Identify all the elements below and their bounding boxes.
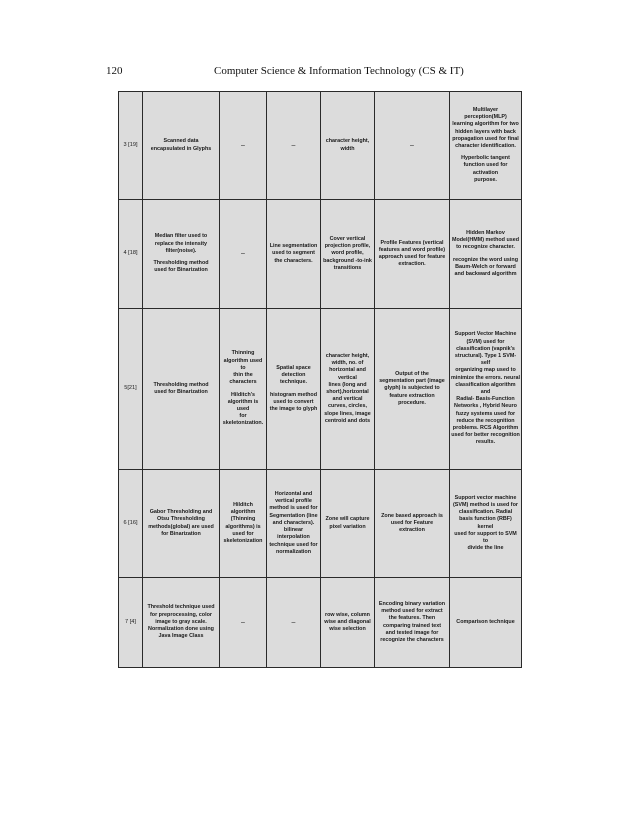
cell-text-line: extraction. (398, 261, 426, 268)
cell-text-line: Networks , Hybrid Neuro (454, 403, 517, 410)
cell-text-line: Cover vertical (329, 235, 366, 242)
cell-text-line: Comparison technique (456, 618, 515, 625)
cell-text-line: Segmentation (line (269, 512, 318, 519)
cell-text-line: normalization (275, 548, 312, 555)
cell-text-line: Radial- Basis-Function (456, 396, 515, 403)
cell-text-line: segmentation part (image (379, 378, 445, 385)
cell-text-line: vertical profile (275, 498, 312, 505)
cell-preprocessing (143, 200, 220, 309)
cell-text-line: wise selection (329, 626, 366, 633)
cell-text-line: for (239, 413, 247, 420)
cell-text-line: thin the (233, 372, 253, 379)
cell-text-line: learning algorithm for two (452, 121, 519, 128)
cell-text-line: Baum-Welch or forward (455, 263, 516, 270)
cell-text-line: comparing trained text (382, 622, 442, 629)
cell-features (321, 470, 375, 578)
cell-text-line: used for Binarization (154, 389, 208, 395)
cell-text-line: for preprocessing, color (149, 611, 212, 618)
cell-text-line: reduce the recognition (456, 417, 515, 424)
cell-text-line: problems. RCS Algorithm (452, 425, 519, 432)
cell-text-line: procedure. (398, 399, 426, 406)
cell-text-line: Hilditch algorithm (230, 501, 256, 516)
table-row (119, 470, 522, 578)
cell-text-line: method used for extract (381, 608, 443, 615)
cell-classification (450, 309, 522, 470)
cell-text-line: and vertical (332, 396, 363, 403)
cell-text-line: structural). Type 1 SVM- self (454, 352, 517, 367)
cell-thinning: – (220, 578, 267, 668)
cell-text-line: replace the intensity (154, 240, 208, 247)
cell-text-line: used for better recognition (451, 432, 520, 439)
cell-feature-approach (375, 309, 450, 470)
cell-text-line: algorithm used to (223, 357, 263, 371)
cell-text-line: (Thinning (230, 516, 256, 523)
cell-text-line: used for support to SVM to (454, 530, 517, 544)
cell-text-line: technique used for (269, 541, 318, 548)
cell-features (321, 309, 375, 470)
cell-text-line: Support vector machine (454, 494, 517, 501)
cell-text-line: Profile Features (vertical (380, 239, 444, 246)
cell-text-line: encapsulated in Glyphs (150, 145, 212, 152)
cell-text-line: character height, (325, 138, 370, 145)
cell-text-line: row wise, column (325, 611, 370, 618)
cell-text-line: methods(global) are used (148, 523, 214, 530)
cell-text-line: classification (vapnik's (456, 345, 515, 352)
cell-text-line: recognize the characters (380, 636, 444, 643)
cell-classification (450, 200, 522, 309)
cell-text-line: Java Image Class (158, 633, 204, 640)
cell-text-line: used for Binarization (154, 267, 208, 274)
cell-features (321, 578, 375, 668)
cell-text-line: Support Vector Machine (454, 331, 517, 338)
cell-text-line: (SVM) method is used for (453, 501, 518, 508)
cell-text-line: basis function (RBF) kernel (459, 516, 512, 530)
cell-feature-approach (375, 200, 450, 309)
cell-text-line: characters (229, 379, 257, 386)
cell-segmentation (267, 470, 321, 578)
cell-text-line: for Binarization (161, 530, 201, 537)
cell-text-line: width, no. of (331, 360, 364, 367)
cell-text-line: and backward algorithm (454, 270, 517, 277)
cell-text-line: hidden layers with back (455, 128, 516, 135)
cell-classification (450, 92, 522, 200)
cell-text-line: Scanned data (163, 138, 199, 145)
cell-text-line: algorithms) is (225, 523, 261, 530)
cell-text-line: lines (long and (328, 381, 367, 388)
cell-segmentation (267, 309, 321, 470)
cell-text-line: used to convert (273, 398, 314, 405)
cell-text-line: filter(noise). (165, 247, 197, 254)
cell-text-line: organizing map used to (455, 367, 516, 374)
cell-segmentation (267, 200, 321, 309)
cell-feature-approach: – (375, 92, 450, 200)
cell-text-line: vertical (338, 374, 357, 381)
cell-text-line: Otsu Thresholding (157, 516, 205, 523)
cell-text-line: the features. Then (388, 615, 436, 622)
cell-text-line: recognize the word using (453, 256, 518, 263)
cell-thinning: – (220, 200, 267, 309)
cell-text-line: classification algorithm and (455, 381, 516, 395)
cell-features (321, 200, 375, 309)
cell-text-line: projection profile, (324, 243, 371, 250)
cell-text-line: (SVM) used for (466, 338, 505, 345)
cell-text-line: the image to glyph (269, 405, 318, 412)
cell-text-line: skeletonization. (222, 420, 264, 427)
table-row (119, 578, 522, 668)
cell-preprocessing (143, 578, 220, 668)
cell-text-line: Threshold technique used (147, 604, 215, 611)
cell-text-line: to recognize character. (456, 244, 515, 251)
cell-text-line: classification. Radial (458, 509, 513, 516)
cell-text-line: Median filter used to (154, 233, 208, 240)
cell-text-line: used for (232, 530, 254, 537)
table-row (119, 200, 522, 309)
cell-text-line: histogram method (269, 391, 318, 398)
cell-feature-approach (375, 470, 450, 578)
cell-text-line: function used for activation (463, 162, 508, 176)
cell-text-line: character identification. (455, 143, 516, 149)
cell-text-line: used for Feature (390, 519, 434, 526)
cell-segmentation: – (267, 92, 321, 200)
cell-text-line: Model(HMM) method used (451, 237, 520, 244)
cell-text-line: character height, (325, 352, 370, 359)
cell-text-line: slope lines, image (324, 410, 371, 417)
cell-text-line: glyph) is subjected to (384, 385, 440, 392)
cell-text-line: propagation used for final (452, 135, 519, 142)
cell-text-line: method is used for (269, 505, 318, 512)
cell-text-line: Horizontal and (274, 491, 313, 498)
cell-text-line: Normalization done using (148, 626, 214, 633)
cell-segmentation: – (267, 578, 321, 668)
cell-text-line: Line segmentation (269, 243, 318, 250)
cell-text-line: Encoding binary variation (378, 600, 446, 607)
cell-text-line: Hidden Markov (466, 229, 505, 236)
cell-text-line: bilinear (283, 527, 304, 534)
cell-ref: 3 [19] (119, 92, 143, 200)
cell-text-line: skeletonization (223, 537, 263, 544)
cell-text-line: Spatial space (276, 364, 311, 371)
cell-text-line: results. (475, 439, 496, 446)
cell-classification (450, 578, 522, 668)
cell-text-line: extraction (399, 527, 425, 534)
cell-text-line: width (340, 145, 355, 152)
cell-text-line: pixel variation (329, 523, 366, 530)
cell-text-line: curves, circles, (328, 403, 367, 410)
cell-text-line: divide the line (467, 545, 504, 552)
cell-preprocessing (143, 92, 220, 200)
cell-ref: 6 [16] (119, 470, 143, 578)
cell-text-line: short),horizontal (326, 389, 369, 395)
survey-table (118, 91, 522, 668)
cell-feature-approach (375, 578, 450, 668)
page-number: 120 (106, 65, 123, 77)
cell-text-line: features and word profile) (378, 246, 446, 253)
cell-preprocessing (143, 309, 220, 470)
cell-ref: 7 [4] (119, 578, 143, 668)
cell-thinning (220, 309, 267, 470)
cell-text-line: detection (281, 372, 306, 379)
cell-features (321, 92, 375, 200)
table-row (119, 92, 522, 200)
cell-text-line: fuzzy systems used for (455, 410, 516, 417)
cell-text-line: feature extraction (389, 392, 435, 399)
cell-text-line: the characters. (274, 257, 313, 264)
cell-text-line: Hilditch's (230, 391, 256, 398)
table-row (119, 309, 522, 470)
cell-text-line: word profile, (331, 250, 364, 257)
cell-thinning: – (220, 92, 267, 200)
cell-text-line: approach used for feature (378, 254, 446, 260)
cell-text-line: Thinning (231, 350, 255, 357)
cell-text-line: Hyperbolic tangent (461, 155, 510, 162)
cell-text-line: image to gray scale. (155, 618, 207, 625)
cell-ref: 5[21] (119, 309, 143, 470)
cell-text-line: Thresholding method (153, 260, 209, 267)
cell-text-line: Zone based approach is (381, 512, 443, 519)
cell-text-line: transitions (333, 264, 362, 271)
cell-text-line: minimize the errors. neural (451, 374, 520, 381)
cell-text-line: Output of the (395, 370, 429, 377)
running-head: Computer Science & Information Technology (CS & IT) (214, 65, 464, 77)
cell-text-line: purpose. (474, 176, 497, 183)
cell-text-line: and tested image for (385, 629, 439, 636)
cell-text-line: Zone will capture (325, 516, 370, 523)
cell-text-line: horizontal and (329, 367, 366, 374)
cell-classification (450, 470, 522, 578)
cell-text-line: and characters). (272, 519, 315, 526)
cell-text-line: Gabor Thresholding and (149, 509, 213, 516)
cell-text-line: interpolation (277, 534, 310, 541)
cell-text-line: used to segment (272, 250, 315, 257)
cell-text-line: technique. (280, 379, 307, 386)
cell-text-line: wise and diagonal (324, 618, 371, 625)
cell-text-line: centroid and dots (324, 417, 371, 424)
cell-thinning (220, 470, 267, 578)
cell-ref: 4 [18] (119, 200, 143, 309)
cell-text-line: algorithm is used (227, 398, 259, 412)
cell-text-line: Multilayer perception(MLP) (464, 106, 507, 121)
cell-text-line: background -to-ink (323, 257, 372, 264)
cell-text-line: Thresholding method (153, 381, 209, 388)
cell-preprocessing (143, 470, 220, 578)
